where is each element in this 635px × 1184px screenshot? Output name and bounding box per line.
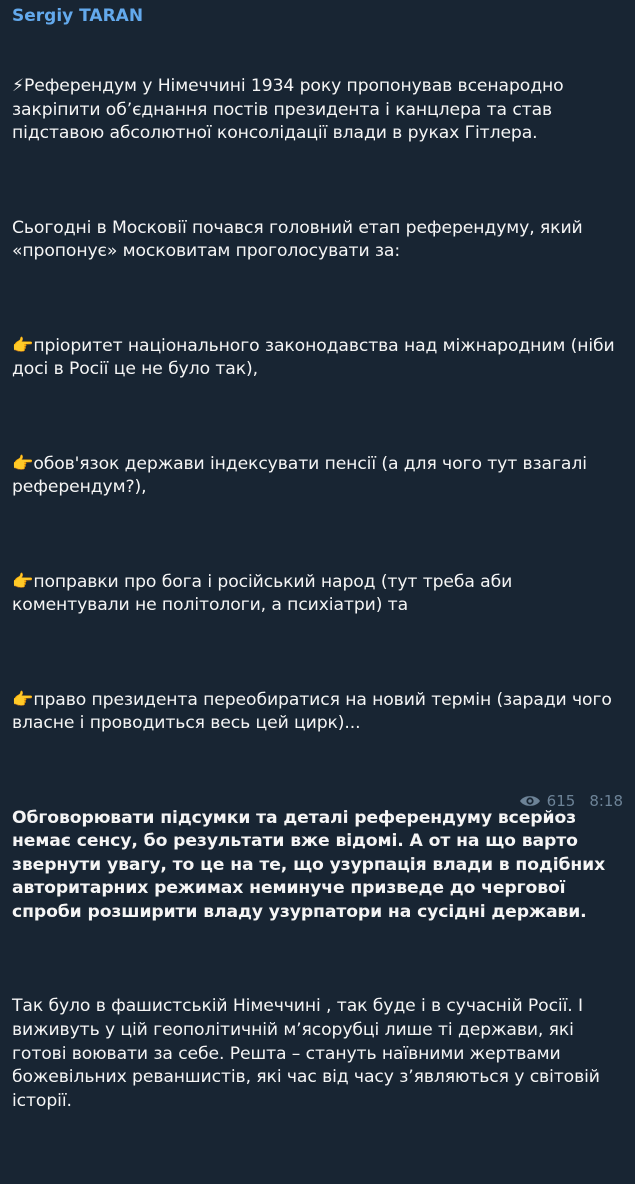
- message-paragraph: [12, 689, 621, 736]
- pointing-hand-icon: 👉: [12, 335, 34, 356]
- message-paragraph-bold: [12, 807, 621, 925]
- pointing-hand-icon: 👉: [12, 453, 34, 474]
- message-meta: [519, 792, 623, 810]
- paragraph-text: поправки про бога і російський народ (тут треба аби коментували не політологи, а психіатри) та: [12, 571, 518, 616]
- paragraph-text: Обговорювати підсумки та деталі референдуму всерйоз немає сенсу, бо результати вже відомі. А от на що варто звернути увагу, то це на те, що узурпація влади в подібних авторитарних режимах неминуче призведе до чергової спроби розширити владу узурпатори на сусідні держави.: [12, 807, 611, 922]
- paragraph-text: Сьогодні в Московії почався головний етап референдуму, який «пропонує» московитам проголосувати за:: [12, 217, 588, 262]
- message-paragraph: [12, 335, 621, 382]
- message-paragraph: [12, 995, 621, 1113]
- pointing-hand-icon: 👉: [12, 689, 34, 710]
- pointing-hand-icon: 👉: [12, 571, 34, 592]
- paragraph-text: Так було в фашистській Німеччині , так буде і в сучасній Росії. І виживуть у цій геополітичній м’ясорубці лише ті держави, які готові воювати за себе. Решта – стануть наївними жертвами божевільних реваншистів, які час від часу з’являються у світовій історії.: [12, 996, 606, 1111]
- message-paragraph: [12, 571, 621, 618]
- message-paragraph: [12, 75, 621, 146]
- message-body: [12, 28, 621, 1184]
- eye-icon: [519, 794, 541, 808]
- message-paragraph: [12, 453, 621, 500]
- author-name[interactable]: Sergiy TARAN: [12, 6, 144, 26]
- message-paragraph: [12, 217, 621, 264]
- message-time: 8:18: [589, 792, 623, 810]
- paragraph-text: право президента переобиратися на новий термін (заради чого власне і проводиться весь цей цирк)...: [12, 689, 618, 734]
- paragraph-text: обов'язок держави індексувати пенсії (а для чого тут взагалі референдум?),: [12, 453, 593, 498]
- lightning-icon: ⚡: [12, 76, 24, 97]
- paragraph-text: Референдум у Німеччині 1934 року пропонував всенародно закріпити об’єднання постів президента і канцлера та став підставою абсолютної консолідації влади в руках Гітлера.: [12, 76, 569, 144]
- paragraph-text: пріоритет національного законодавства над міжнародним (ніби досі в Росії це не було так),: [12, 335, 620, 380]
- view-count: 615: [546, 792, 576, 810]
